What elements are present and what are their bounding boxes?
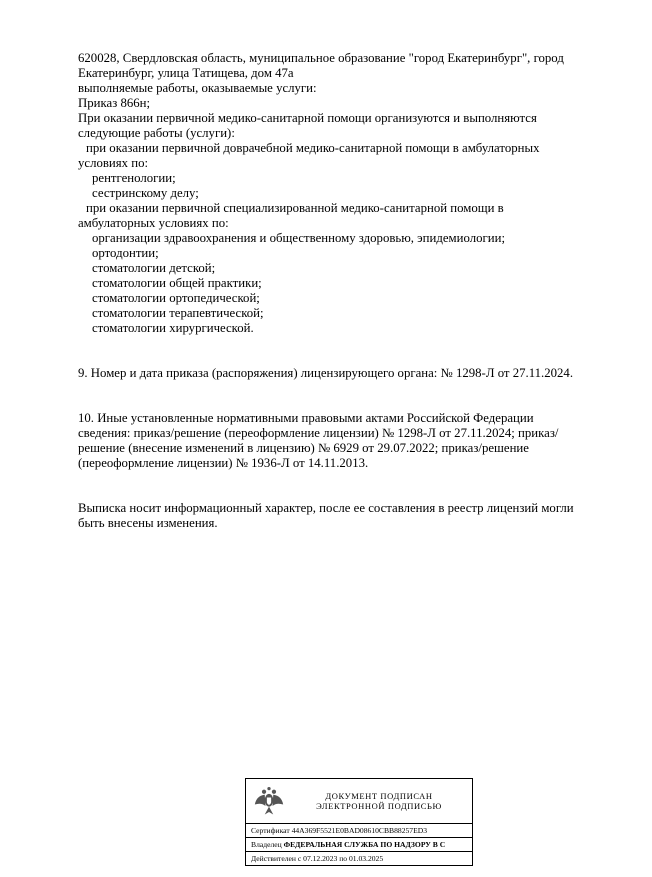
owner-label: Владелец [251,840,282,849]
document-paragraph: стоматологии хирургической. [92,321,254,335]
document-paragraph: стоматологии терапевтической; [92,306,264,320]
document-paragraph: 9. Номер и дата приказа (распоряжения) лицензирующего органа: № 1298-Л от 27.11.2024. [78,366,574,380]
coat-of-arms-icon [252,784,286,818]
document-paragraph: при оказании первичной специализированной медико-санитарной помощи в амбулаторных условиях по: [78,201,504,230]
document-paragraph: организации здравоохранения и общественному здоровью, эпидемиологии; [92,231,506,245]
stamp-title-line1: ДОКУМЕНТ ПОДПИСАН [325,790,433,801]
owner-value: ФЕДЕРАЛЬНАЯ СЛУЖБА ПО НАДЗОРУ В С [283,840,446,849]
document-paragraph: стоматологии общей практики; [92,276,262,290]
document-paragraph: при оказании первичной доврачебной медико-санитарной помощи в амбулаторных условиях по: [78,141,540,170]
document-paragraph: 620028, Свердловская область, муниципальное образование "город Екатеринбург", город Екатеринбург, улица Татищева, дом 47а [78,51,564,80]
document-paragraph: Приказ 866н; [78,96,151,110]
signature-stamp [245,778,473,866]
stamp-title [292,791,466,812]
stamp-owner-row [246,837,472,851]
stamp-certificate-row [246,823,472,837]
stamp-validity-row [246,851,472,865]
document-paragraph: 10. Иные установленные нормативными правовыми актами Российской Федерации сведения: приказ/решение (переоформление лицензии) № 1298-Л от 27.11.2024; приказ/решение (внесение изменений в лицензию) № 6929 от 29.07.2022; приказ/решение (переоформление лицензии) № 1936-Л от 14.11.2013. [78,411,559,470]
document-paragraph: стоматологии детской; [92,261,216,275]
document-paragraph: стоматологии ортопедической; [92,291,260,305]
certificate-label: Сертификат [251,826,290,835]
document-paragraph: сестринскому делу; [92,186,199,200]
stamp-header [246,779,472,823]
validity-value: 07.12.2023 по 01.03.2025 [303,854,384,863]
document-paragraph: При оказании первичной медико-санитарной помощи организуются и выполняются следующие работы (услуги): [78,111,537,140]
document-paragraph: рентгенологии; [92,171,176,185]
certificate-value: 44A369F5521E0BAD08610CBB88257ED3 [291,826,428,835]
stamp-title-line2: ЭЛЕКТРОННОЙ ПОДПИСЬЮ [316,801,442,811]
validity-label: Действителен с [251,854,302,863]
document-paragraph: выполняемые работы, оказываемые услуги: [78,81,317,95]
document-paragraph: Выписка носит информационный характер, после ее составления в реестр лицензий могли быть внесены изменения. [78,501,574,530]
document-body [78,51,578,531]
document-paragraph: ортодонтии; [92,246,159,260]
